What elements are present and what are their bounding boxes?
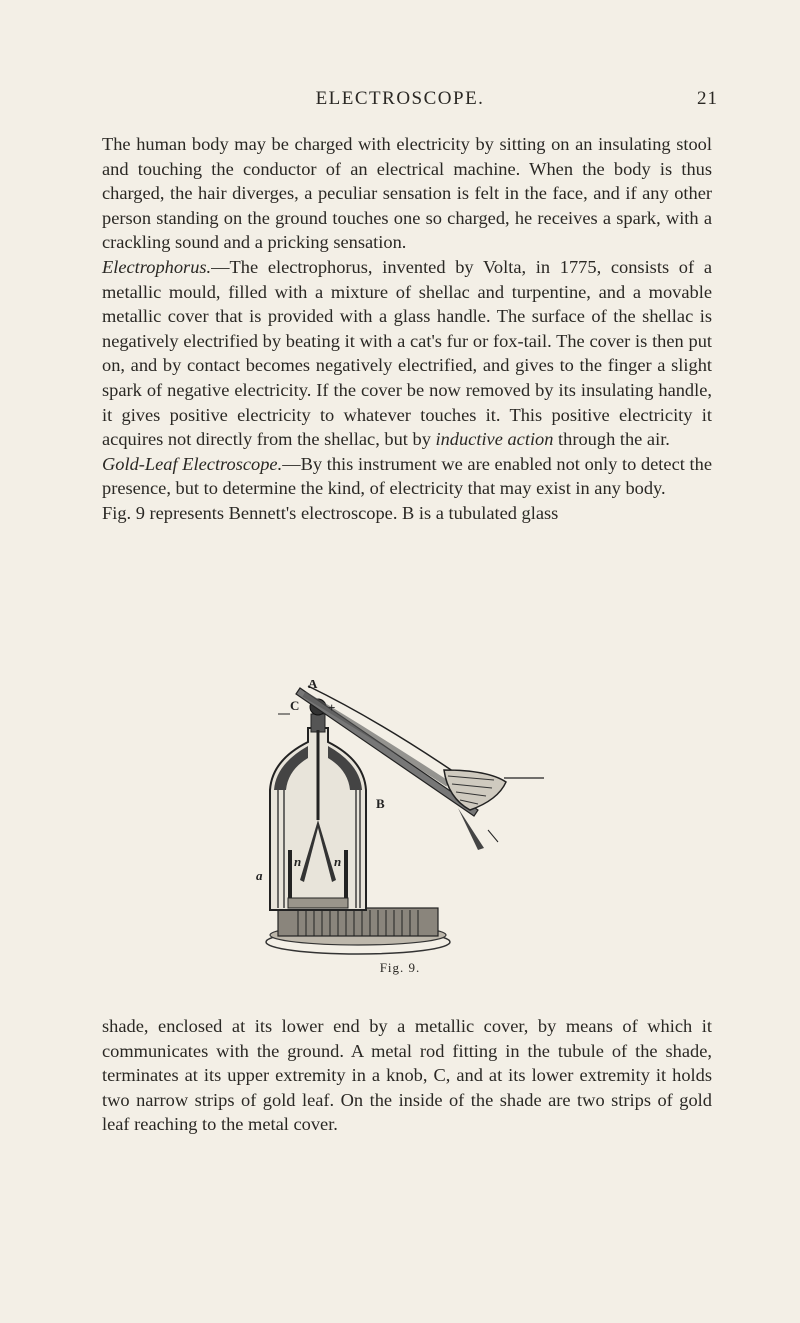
page-number: 21 <box>697 88 718 109</box>
electroscope-illustration <box>248 680 560 980</box>
gold-leaf-text: —By this instrument we are enabled not only to detect the presence, but to determine the kind, of electricity that may exist in any body. <box>102 453 712 499</box>
inductive-action-term: inductive action <box>435 429 554 450</box>
label-c-knob: C <box>290 698 300 713</box>
label-plus: + <box>328 700 336 715</box>
body-text-bottom <box>102 1014 712 1137</box>
electrophorus-text: —The electrophorus, invented by Volta, in 1775, consists of a metallic mould, filled with a mixture of shellac and turpentine, and a movable metallic cover that is provided with a glass handle. The surface of the shellac is negatively electrified by beating it with a cat's fur or fox-tail. The cover is then put on, and by contact becomes negatively electrified, and gives to the finger a slight spark of negative electricity. If the cover be now removed by its insulating handle, it gives positive electricity to whatever touches it. This positive electricity it acquires not directly from the shellac, but by <box>102 256 712 450</box>
label-n-left: n <box>294 854 302 869</box>
electrophorus-text-end: through the air. <box>553 429 670 450</box>
paragraph-fig-reference: Fig. 9 represents Bennett's electroscope. B is a tubulated glass <box>102 502 559 523</box>
body-text-top <box>102 132 712 526</box>
running-head: ELECTROSCOPE. <box>315 88 485 109</box>
label-a-side: a <box>256 868 263 883</box>
electrophorus-heading: Electrophorus. <box>102 256 212 277</box>
label-b-shade: B <box>376 796 385 811</box>
label-n-right: n <box>334 854 342 869</box>
label-a-rod: A <box>308 680 318 691</box>
paragraph-electrophorus <box>102 255 712 452</box>
paragraph-shade: shade, enclosed at its lower end by a metallic cover, by means of which it communicates with the ground. A metal rod fitting in the tubule of the shade, terminates at its upper extremity in a knob, C, and at its lower extremity it holds two narrow strips of gold leaf. On the inside of the shade are two strips of gold leaf reaching to the metal cover. <box>102 1016 712 1135</box>
figure-caption: Fig. 9. <box>379 960 421 975</box>
page-header <box>0 88 800 118</box>
gold-leaf-heading: Gold-Leaf Electroscope. <box>102 453 283 474</box>
paragraph-gold-leaf <box>102 452 712 501</box>
paragraph-human-body: The human body may be charged with electricity by sitting on an insulating stool and touching the conductor of an electrical machine. When the body is thus charged, the hair diverges, a peculiar sensation is felt in the face, and if any other person standing on the ground touches one so charged, he receives a spark, with a crackling sound and a pricking sensation. <box>102 134 712 253</box>
